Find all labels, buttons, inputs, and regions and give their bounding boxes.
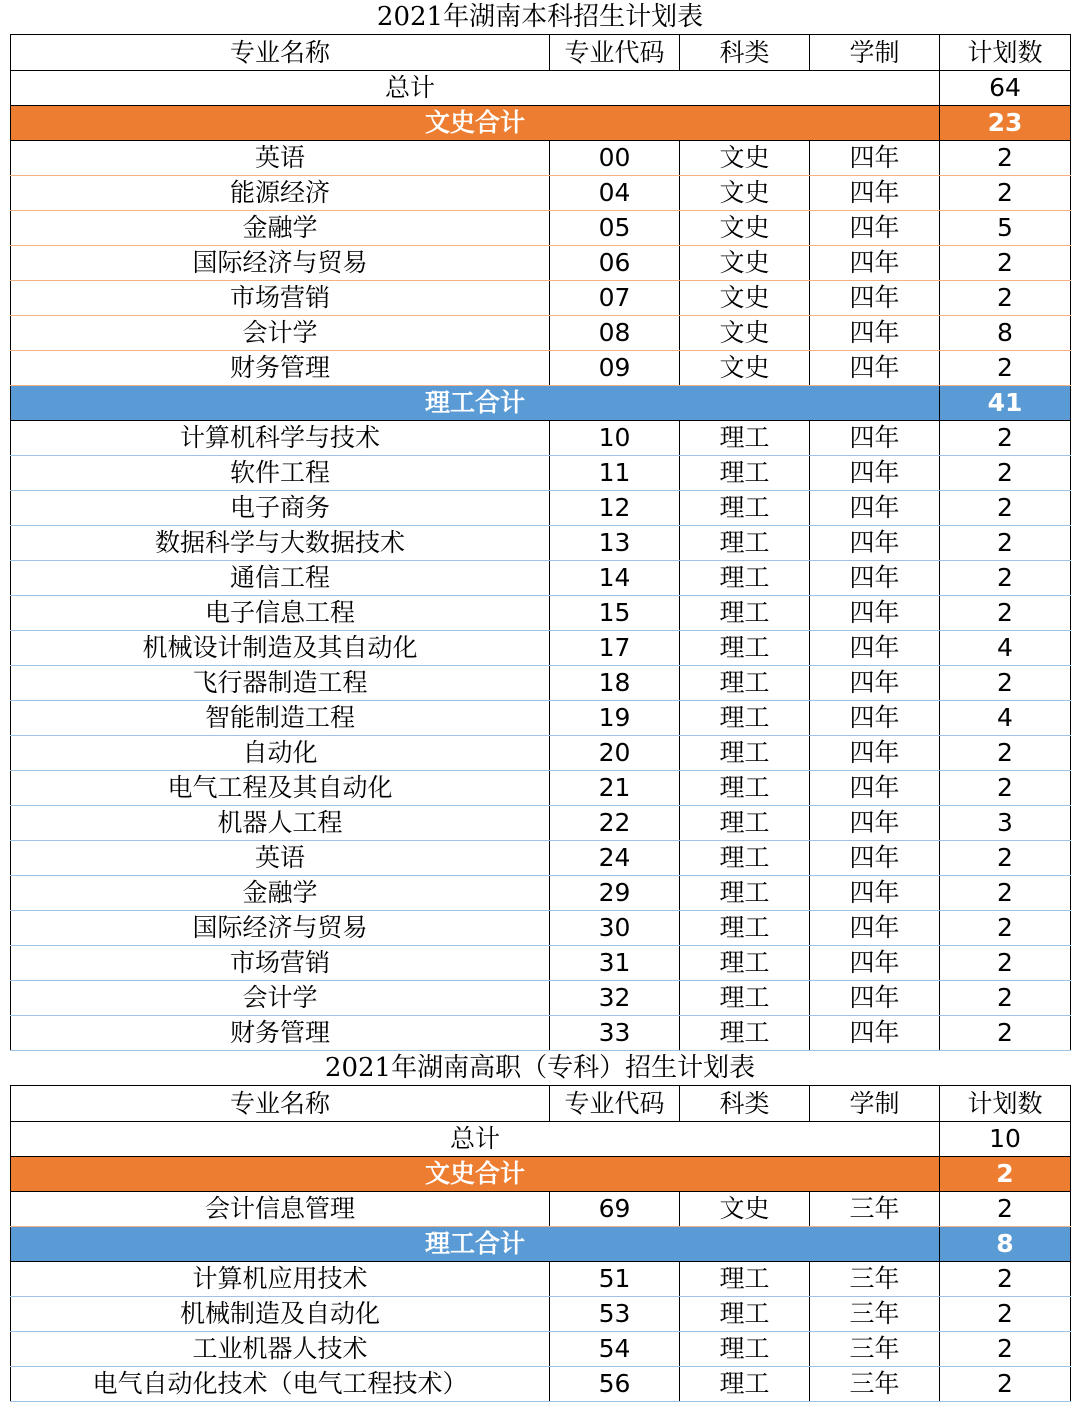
- category-cell: 文史: [680, 1192, 810, 1227]
- category-cell: 理工: [680, 1332, 810, 1367]
- total-value: 10: [940, 1122, 1071, 1157]
- category-cell: 理工: [680, 666, 810, 701]
- major-code-cell: 11: [550, 456, 680, 491]
- table-row: [11, 806, 1071, 841]
- duration-cell: 四年: [810, 561, 940, 596]
- table-row: [11, 1367, 1071, 1402]
- major-name-cell: 智能制造工程: [11, 701, 550, 736]
- category-cell: 文史: [680, 141, 810, 176]
- plan-count-cell: 5: [940, 211, 1071, 246]
- duration-cell: 四年: [810, 841, 940, 876]
- duration-cell: 四年: [810, 316, 940, 351]
- category-cell: 文史: [680, 176, 810, 211]
- major-name-cell: 电子信息工程: [11, 596, 550, 631]
- table-row: [11, 1016, 1071, 1051]
- table-row: [11, 176, 1071, 211]
- plan-count-cell: 2: [940, 1262, 1071, 1297]
- duration-cell: 三年: [810, 1297, 940, 1332]
- category-cell: 理工: [680, 841, 810, 876]
- duration-cell: 四年: [810, 1016, 940, 1051]
- major-name-cell: 电气工程及其自动化: [11, 771, 550, 806]
- table-row: [11, 911, 1071, 946]
- plan-count-cell: 2: [940, 456, 1071, 491]
- major-code-cell: 30: [550, 911, 680, 946]
- major-name-cell: 英语: [11, 841, 550, 876]
- major-name-cell: 飞行器制造工程: [11, 666, 550, 701]
- major-name-cell: 国际经济与贸易: [11, 246, 550, 281]
- table-row: [11, 736, 1071, 771]
- major-code-cell: 17: [550, 631, 680, 666]
- major-code-cell: 69: [550, 1192, 680, 1227]
- plan-count-cell: 2: [940, 1367, 1071, 1402]
- major-code-cell: 18: [550, 666, 680, 701]
- table-row: [11, 841, 1071, 876]
- plan-count-cell: 2: [940, 1332, 1071, 1367]
- duration-cell: 四年: [810, 491, 940, 526]
- major-code-cell: 13: [550, 526, 680, 561]
- duration-cell: 四年: [810, 596, 940, 631]
- table-row: [11, 281, 1071, 316]
- header-row: [11, 1086, 1071, 1122]
- category-cell: 理工: [680, 491, 810, 526]
- total-row: [11, 1122, 1071, 1157]
- major-code-cell: 24: [550, 841, 680, 876]
- wen-subtotal-value: 2: [940, 1157, 1071, 1192]
- plan-count-cell: 4: [940, 631, 1071, 666]
- major-code-cell: 33: [550, 1016, 680, 1051]
- bachelor-table-title: 2021年湖南本科招生计划表: [376, 2, 704, 32]
- major-code-cell: 53: [550, 1297, 680, 1332]
- major-name-cell: 能源经济: [11, 176, 550, 211]
- plan-count-cell: 4: [940, 701, 1071, 736]
- vocational-table-title: 2021年湖南高职（专科）招生计划表: [324, 1053, 756, 1083]
- major-code-cell: 14: [550, 561, 680, 596]
- plan-count-cell: 3: [940, 806, 1071, 841]
- table-row: [11, 526, 1071, 561]
- major-name-cell: 计算机科学与技术: [11, 421, 550, 456]
- table-row: [11, 1192, 1071, 1227]
- li-rows: [11, 1262, 1071, 1402]
- major-code-cell: 12: [550, 491, 680, 526]
- category-cell: 文史: [680, 281, 810, 316]
- major-name-cell: 计算机应用技术: [11, 1262, 550, 1297]
- plan-count-cell: 2: [940, 1016, 1071, 1051]
- duration-cell: 四年: [810, 771, 940, 806]
- table-row: [11, 1297, 1071, 1332]
- category-cell: 文史: [680, 246, 810, 281]
- duration-cell: 四年: [810, 736, 940, 771]
- duration-cell: 四年: [810, 281, 940, 316]
- plan-count-cell: 2: [940, 596, 1071, 631]
- table-row: [11, 631, 1071, 666]
- duration-cell: 四年: [810, 631, 940, 666]
- major-name-cell: 金融学: [11, 211, 550, 246]
- duration-cell: 四年: [810, 456, 940, 491]
- header-category: 科类: [680, 1086, 810, 1122]
- duration-cell: 四年: [810, 526, 940, 561]
- duration-cell: 四年: [810, 351, 940, 386]
- duration-cell: 三年: [810, 1262, 940, 1297]
- table-row: [11, 246, 1071, 281]
- category-cell: 理工: [680, 981, 810, 1016]
- li-rows: [11, 421, 1071, 1051]
- table-row: [11, 701, 1071, 736]
- table-row: [11, 456, 1071, 491]
- plan-count-cell: 2: [940, 946, 1071, 981]
- duration-cell: 三年: [810, 1367, 940, 1402]
- header-duration: 学制: [810, 1086, 940, 1122]
- major-code-cell: 51: [550, 1262, 680, 1297]
- major-name-cell: 工业机器人技术: [11, 1332, 550, 1367]
- duration-cell: 四年: [810, 246, 940, 281]
- plan-count-cell: 2: [940, 981, 1071, 1016]
- plan-count-cell: 2: [940, 841, 1071, 876]
- category-cell: 理工: [680, 701, 810, 736]
- wen-rows: [11, 1192, 1071, 1227]
- category-cell: 理工: [680, 456, 810, 491]
- table-row: [11, 946, 1071, 981]
- plan-count-cell: 2: [940, 876, 1071, 911]
- major-code-cell: 54: [550, 1332, 680, 1367]
- table-row: [11, 491, 1071, 526]
- category-cell: 理工: [680, 1367, 810, 1402]
- category-cell: 理工: [680, 1262, 810, 1297]
- header-category: 科类: [680, 35, 810, 71]
- wen-subtotal-row: [11, 106, 1071, 141]
- major-code-cell: 21: [550, 771, 680, 806]
- total-row: [11, 71, 1071, 106]
- duration-cell: 四年: [810, 806, 940, 841]
- header-major-name: 专业名称: [11, 1086, 550, 1122]
- category-cell: 理工: [680, 946, 810, 981]
- table-row: [11, 981, 1071, 1016]
- total-value: 64: [940, 71, 1071, 106]
- li-subtotal-row: [11, 1227, 1071, 1262]
- plan-count-cell: 2: [940, 141, 1071, 176]
- bachelor-plan-table: [10, 34, 1071, 1051]
- major-name-cell: 机械设计制造及其自动化: [11, 631, 550, 666]
- header-plan-count: 计划数: [940, 1086, 1071, 1122]
- category-cell: 文史: [680, 351, 810, 386]
- major-code-cell: 00: [550, 141, 680, 176]
- major-name-cell: 英语: [11, 141, 550, 176]
- category-cell: 理工: [680, 421, 810, 456]
- major-name-cell: 自动化: [11, 736, 550, 771]
- major-name-cell: 机器人工程: [11, 806, 550, 841]
- category-cell: 文史: [680, 211, 810, 246]
- li-subtotal-row: [11, 386, 1071, 421]
- li-subtotal-label: 理工合计: [11, 386, 940, 421]
- major-name-cell: 电子商务: [11, 491, 550, 526]
- category-cell: 理工: [680, 771, 810, 806]
- major-name-cell: 软件工程: [11, 456, 550, 491]
- major-name-cell: 机械制造及自动化: [11, 1297, 550, 1332]
- major-code-cell: 05: [550, 211, 680, 246]
- category-cell: 理工: [680, 1016, 810, 1051]
- major-name-cell: 金融学: [11, 876, 550, 911]
- vocational-plan-table: [10, 1085, 1071, 1402]
- category-cell: 理工: [680, 596, 810, 631]
- major-code-cell: 32: [550, 981, 680, 1016]
- major-name-cell: 市场营销: [11, 281, 550, 316]
- plan-count-cell: 2: [940, 491, 1071, 526]
- header-duration: 学制: [810, 35, 940, 71]
- plan-count-cell: 2: [940, 526, 1071, 561]
- major-code-cell: 31: [550, 946, 680, 981]
- li-subtotal-value: 41: [940, 386, 1071, 421]
- li-subtotal-value: 8: [940, 1227, 1071, 1262]
- category-cell: 理工: [680, 736, 810, 771]
- table-row: [11, 596, 1071, 631]
- plan-count-cell: 2: [940, 351, 1071, 386]
- total-label: 总计: [11, 1122, 940, 1157]
- table-row: [11, 141, 1071, 176]
- wen-subtotal-row: [11, 1157, 1071, 1192]
- table-row: [11, 351, 1071, 386]
- plan-count-cell: 8: [940, 316, 1071, 351]
- major-code-cell: 08: [550, 316, 680, 351]
- major-code-cell: 06: [550, 246, 680, 281]
- major-code-cell: 15: [550, 596, 680, 631]
- table-row: [11, 561, 1071, 596]
- major-name-cell: 国际经济与贸易: [11, 911, 550, 946]
- major-name-cell: 市场营销: [11, 946, 550, 981]
- duration-cell: 四年: [810, 176, 940, 211]
- duration-cell: 四年: [810, 981, 940, 1016]
- major-code-cell: 56: [550, 1367, 680, 1402]
- major-name-cell: 数据科学与大数据技术: [11, 526, 550, 561]
- duration-cell: 三年: [810, 1332, 940, 1367]
- plan-count-cell: 2: [940, 246, 1071, 281]
- header-major-name: 专业名称: [11, 35, 550, 71]
- header-major-code: 专业代码: [550, 1086, 680, 1122]
- wen-subtotal-value: 23: [940, 106, 1071, 141]
- plan-count-cell: 2: [940, 421, 1071, 456]
- header-plan-count: 计划数: [940, 35, 1071, 71]
- table-row: [11, 211, 1071, 246]
- category-cell: 文史: [680, 316, 810, 351]
- table-row: [11, 771, 1071, 806]
- table-row: [11, 1262, 1071, 1297]
- table-row: [11, 1332, 1071, 1367]
- duration-cell: 三年: [810, 1192, 940, 1227]
- major-code-cell: 29: [550, 876, 680, 911]
- category-cell: 理工: [680, 561, 810, 596]
- major-code-cell: 10: [550, 421, 680, 456]
- header-row: [11, 35, 1071, 71]
- category-cell: 理工: [680, 526, 810, 561]
- li-subtotal-label: 理工合计: [11, 1227, 940, 1262]
- category-cell: 理工: [680, 876, 810, 911]
- header-major-code: 专业代码: [550, 35, 680, 71]
- major-code-cell: 09: [550, 351, 680, 386]
- duration-cell: 四年: [810, 211, 940, 246]
- duration-cell: 四年: [810, 911, 940, 946]
- plan-count-cell: 2: [940, 911, 1071, 946]
- major-name-cell: 会计学: [11, 316, 550, 351]
- wen-subtotal-label: 文史合计: [11, 1157, 940, 1192]
- major-name-cell: 会计信息管理: [11, 1192, 550, 1227]
- major-name-cell: 财务管理: [11, 351, 550, 386]
- table-row: [11, 666, 1071, 701]
- table-row: [11, 316, 1071, 351]
- table-row: [11, 876, 1071, 911]
- wen-subtotal-label: 文史合计: [11, 106, 940, 141]
- plan-count-cell: 2: [940, 1192, 1071, 1227]
- major-code-cell: 07: [550, 281, 680, 316]
- duration-cell: 四年: [810, 701, 940, 736]
- major-name-cell: 财务管理: [11, 1016, 550, 1051]
- plan-count-cell: 2: [940, 281, 1071, 316]
- plan-count-cell: 2: [940, 666, 1071, 701]
- plan-count-cell: 2: [940, 176, 1071, 211]
- category-cell: 理工: [680, 911, 810, 946]
- duration-cell: 四年: [810, 946, 940, 981]
- duration-cell: 四年: [810, 141, 940, 176]
- major-code-cell: 22: [550, 806, 680, 841]
- plan-count-cell: 2: [940, 1297, 1071, 1332]
- total-label: 总计: [11, 71, 940, 106]
- category-cell: 理工: [680, 806, 810, 841]
- plan-count-cell: 2: [940, 561, 1071, 596]
- wen-rows: [11, 141, 1071, 386]
- plan-count-cell: 2: [940, 771, 1071, 806]
- duration-cell: 四年: [810, 421, 940, 456]
- category-cell: 理工: [680, 631, 810, 666]
- major-name-cell: 会计学: [11, 981, 550, 1016]
- major-code-cell: 04: [550, 176, 680, 211]
- major-code-cell: 19: [550, 701, 680, 736]
- major-name-cell: 通信工程: [11, 561, 550, 596]
- category-cell: 理工: [680, 1297, 810, 1332]
- table-row: [11, 421, 1071, 456]
- major-code-cell: 20: [550, 736, 680, 771]
- major-name-cell: 电气自动化技术（电气工程技术）: [11, 1367, 550, 1402]
- plan-count-cell: 2: [940, 736, 1071, 771]
- duration-cell: 四年: [810, 876, 940, 911]
- duration-cell: 四年: [810, 666, 940, 701]
